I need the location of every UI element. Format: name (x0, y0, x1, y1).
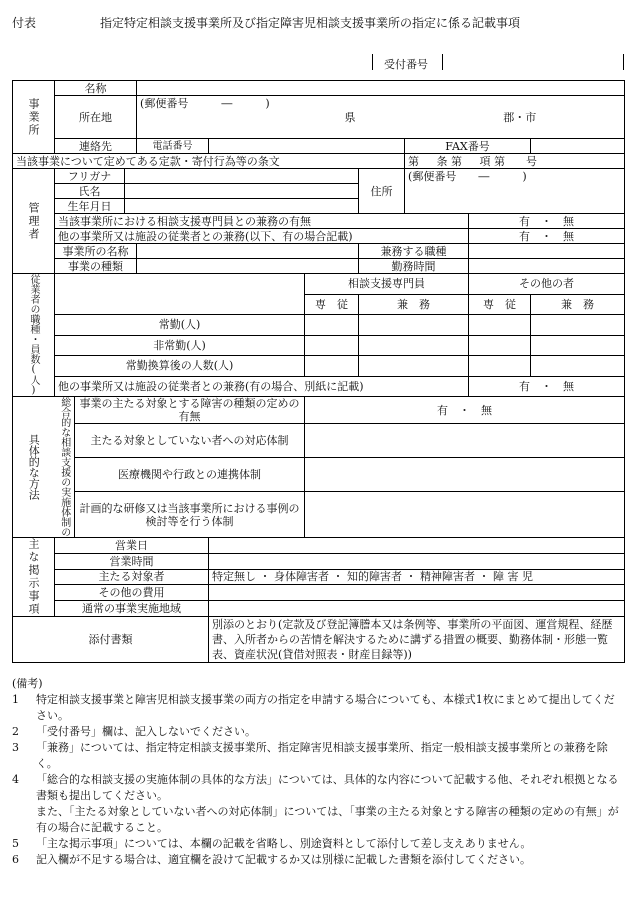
manager-concurrent2-choice[interactable]: 有 ・ 無 (469, 229, 625, 244)
manager-office-name-label: 事業所の名称 (55, 244, 137, 259)
note-item: 5 「主な掲示事項」については、本欄の記載を省略し、別途資料として添付して差し支えありません。 (12, 837, 532, 850)
notes-section (12, 676, 624, 868)
staff-other-concurrent-label: 他の事業所又は施設の従業者との兼務(有の場合、別紙に記載) (55, 376, 469, 397)
staff-regular-label: 常勤(人) (55, 315, 305, 336)
notice-area-field[interactable] (209, 601, 625, 617)
articles-label: 当該事業について定めてある定款・寄付行為等の条文 (13, 154, 405, 169)
manager-concurrent1-label: 当該事業所における相談支援専門員との兼務の有無 (55, 214, 469, 229)
manager-name-field[interactable] (125, 184, 359, 199)
staff-concurrent-header: 兼 務 (359, 294, 469, 315)
system-row4-label: 計画的な研修又は当該事業所における事例の検討等を行う体制 (75, 492, 305, 538)
office-name-label: 名称 (55, 81, 137, 96)
staff-cell[interactable] (469, 335, 531, 356)
system-row1-label: 事業の主たる対象とする障害の種類の定めの有無 (75, 397, 305, 424)
manager-birth-field[interactable] (125, 199, 359, 214)
notice-days-field[interactable] (209, 538, 625, 554)
staff-cell[interactable] (305, 335, 359, 356)
manager-name-label: 氏名 (55, 184, 125, 199)
note-item: 2 「受付番号」欄は、記入しないでください。 (12, 725, 256, 738)
notice-hours-label: 営業時間 (55, 553, 209, 569)
staff-cell[interactable] (305, 356, 359, 377)
application-form-table (12, 80, 625, 663)
staff-fulltime-header: 専 従 (305, 294, 359, 315)
staff-converted-label: 常勤換算後の人数(人) (55, 356, 305, 377)
note-item: 4 「総合的な相談支援の実施体制の具体的な方法」については、具体的な内容について記載する他、それぞれ根拠となる書類も提出してください。 (12, 773, 619, 802)
staff-specialist-header: 相談支援専門員 (305, 274, 469, 295)
staff-cell[interactable] (359, 335, 469, 356)
notice-fees-field[interactable] (209, 585, 625, 601)
staff-corner-cell (55, 274, 305, 315)
manager-business-type-label: 事業の種類 (55, 259, 137, 274)
office-name-field[interactable] (137, 81, 625, 96)
manager-office-name-field[interactable] (137, 244, 359, 259)
articles-field[interactable]: 第 条 第 項 第 号 (405, 154, 625, 169)
system-group2-cell: 総合的な相談支援の実施体制の (55, 397, 75, 538)
staff-fulltime2-header: 専 従 (469, 294, 531, 315)
manager-job-label: 兼務する職種 (359, 244, 469, 259)
system-row4-field[interactable] (305, 492, 625, 538)
system-group1-cell: 具体的な方法 (13, 397, 55, 538)
manager-job-field[interactable] (469, 244, 625, 259)
system-row1-choice[interactable]: 有 ・ 無 (305, 397, 625, 424)
manager-birth-label: 生年月日 (55, 199, 125, 214)
office-fax-label: FAX番号 (405, 139, 531, 154)
notice-target-choice[interactable]: 特定無し ・ 身体障害者 ・ 知的障害者 ・ 精神障害者 ・ 障 害 児 (209, 569, 625, 585)
staff-cell[interactable] (359, 356, 469, 377)
manager-concurrent2-label: 他の事業所又は施設の従業者との兼務(以下、有の場合記載) (55, 229, 469, 244)
note-item: 3 「兼務」については、指定特定相談支援事業所、指定障害児相談支援事業所、指定一般相談支援事業所との兼務を除く。 (12, 741, 608, 770)
notice-hours-field[interactable] (209, 553, 625, 569)
system-row3-field[interactable] (305, 458, 625, 492)
manager-concurrent1-choice[interactable]: 有 ・ 無 (469, 214, 625, 229)
attachment-label: 付表 (12, 16, 37, 30)
office-postal[interactable]: (郵便番号 ― ) (137, 96, 625, 111)
staff-cell[interactable] (531, 315, 625, 336)
staff-cell[interactable] (531, 335, 625, 356)
staff-cell[interactable] (469, 315, 531, 336)
manager-address-label: 住所 (359, 169, 405, 214)
system-row2-label: 主たる対象としていない者への対応体制 (75, 424, 305, 458)
staff-cell[interactable] (359, 315, 469, 336)
staff-concurrent2-header: 兼 務 (531, 294, 625, 315)
manager-furigana-field[interactable] (125, 169, 359, 184)
manager-address-field[interactable] (405, 184, 625, 214)
notice-group-cell: 主な掲示事項 (13, 538, 55, 617)
notice-target-label: 主たる対象者 (55, 569, 209, 585)
form-title: 指定特定相談支援事業所及び指定障害児相談支援事業所の指定に係る記載事項 (100, 16, 521, 30)
staff-other-concurrent-choice[interactable]: 有 ・ 無 (469, 376, 625, 397)
note-item: 6 記入欄が不足する場合は、適宜欄を設けて記載するか又は別様に記載した書類を添付してください。 (12, 853, 531, 866)
system-row2-field[interactable] (305, 424, 625, 458)
office-contact-label: 連絡先 (55, 139, 137, 154)
attachments-value: 別添のとおり(定款及び登記簿謄本又は条例等、事業所の平面図、運営規程、経歴書、入所者からの苦情を解決するために講ずる措置の概要、勤務体制・形態一覧表、資産状況(貸借対照表・財産目録等)) (209, 617, 625, 663)
staff-other-header: その他の者 (469, 274, 625, 295)
office-address-field[interactable] (137, 124, 625, 139)
manager-furigana-label: フリガナ (55, 169, 125, 184)
office-group-cell: 事業所 (13, 81, 55, 154)
manager-group-cell: 管理者 (13, 169, 55, 274)
system-row3-label: 医療機関や行政との連携体制 (75, 458, 305, 492)
notes-title: (備考) (12, 677, 43, 690)
staff-cell[interactable] (469, 356, 531, 377)
attachments-label: 添付書類 (13, 617, 209, 663)
manager-hours-field[interactable] (469, 259, 625, 274)
notice-fees-label: その他の費用 (55, 585, 209, 601)
office-prefecture: 県 (137, 110, 359, 124)
staff-cell[interactable] (305, 315, 359, 336)
office-city: 郡・市 (359, 110, 625, 124)
manager-postal[interactable]: (郵便番号 ― ) (405, 169, 625, 184)
notice-area-label: 通常の事業実施地域 (55, 601, 209, 617)
office-fax-field[interactable] (531, 139, 625, 154)
office-location-label: 所在地 (55, 96, 137, 139)
receipt-number-label: 受付番号 (384, 58, 428, 71)
staff-cell[interactable] (531, 356, 625, 377)
notice-days-label: 営業日 (55, 538, 209, 554)
office-phone-label: 電話番号 (137, 139, 209, 154)
manager-business-type-field[interactable] (137, 259, 359, 274)
staff-group-cell: 従業者の職種・員数(人) (13, 274, 55, 397)
receipt-number-box (372, 52, 624, 72)
form-header (12, 14, 622, 32)
note-item-4-extra: また、「主たる対象としていない者への対応体制」については、「事業の主たる対象とする障害の種類の定めの有無」が有の場合に記載すること。 (36, 805, 619, 834)
staff-parttime-label: 非常勤(人) (55, 335, 305, 356)
office-phone-field[interactable] (209, 139, 405, 154)
note-item: 1 特定相談支援事業と障害児相談支援事業の両方の指定を申請する場合についても、本様式1枚にまとめて提出してください。 (12, 693, 615, 722)
manager-hours-label: 勤務時間 (359, 259, 469, 274)
